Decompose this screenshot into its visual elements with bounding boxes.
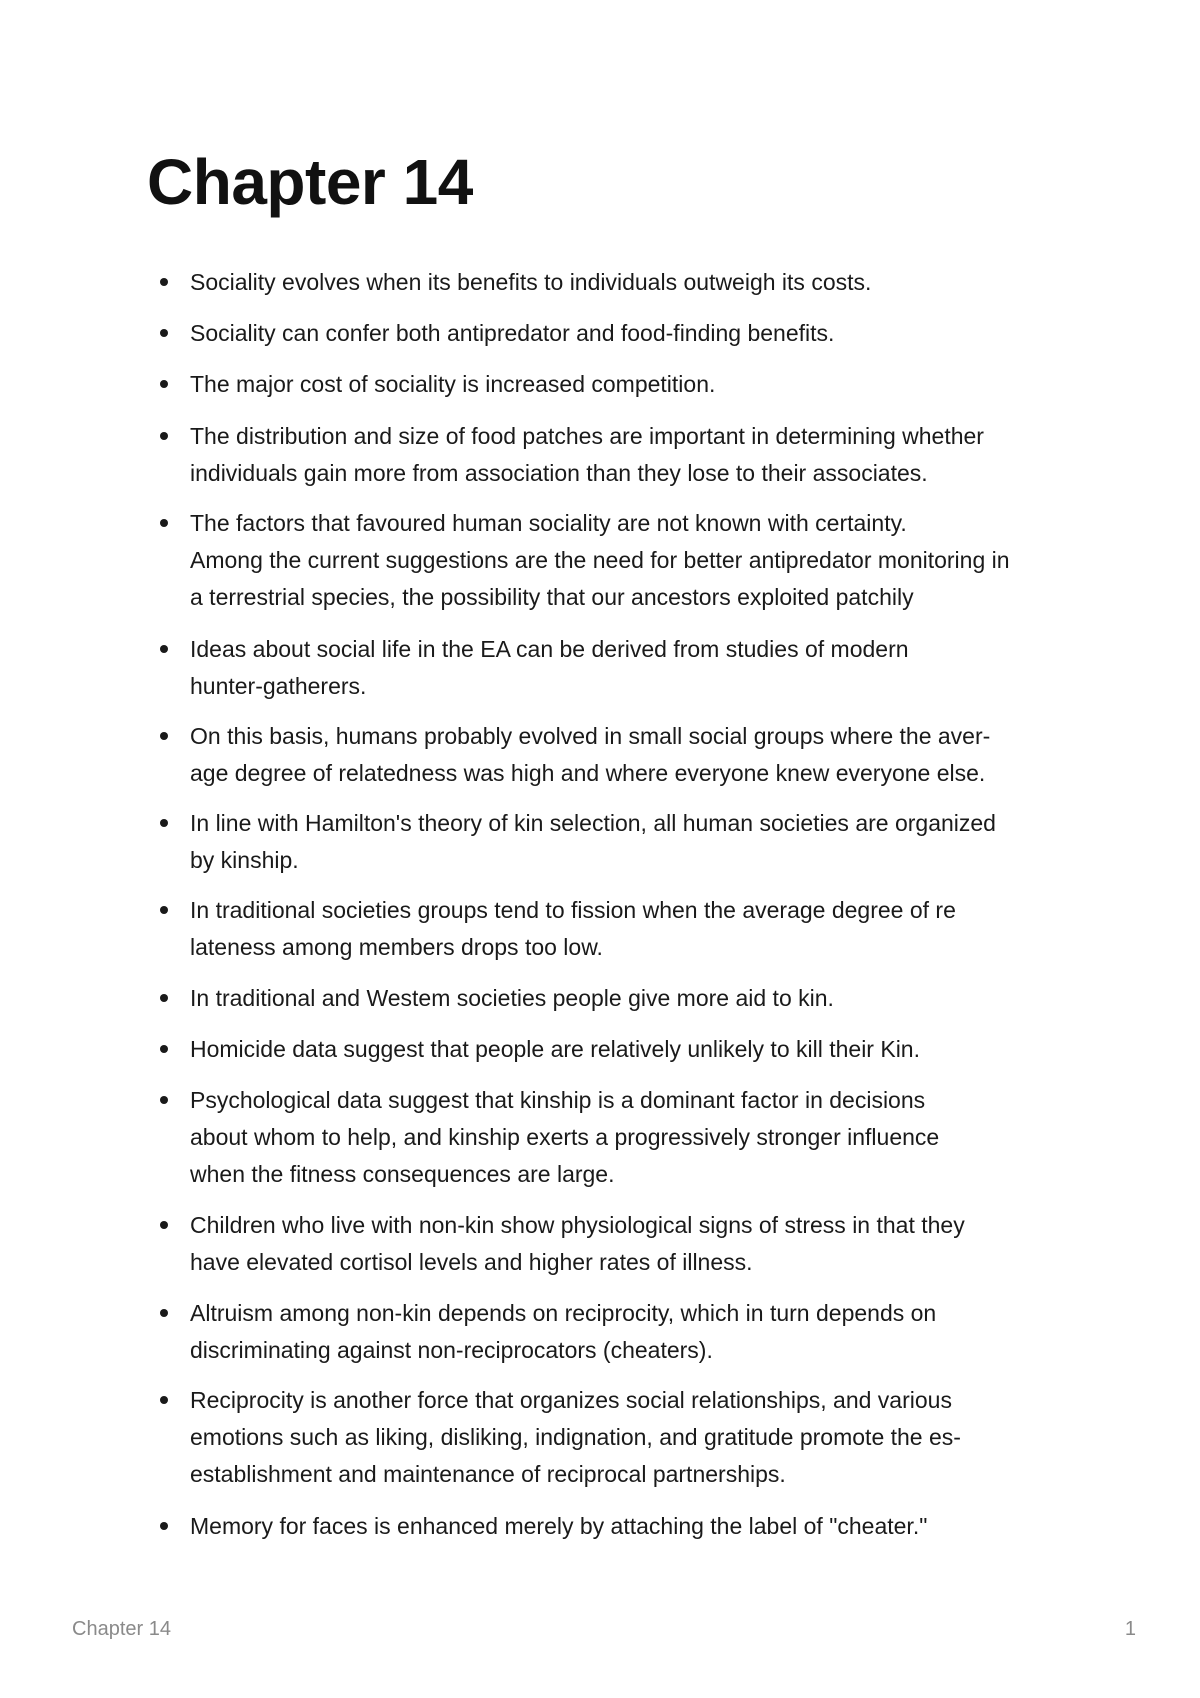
bullet-dot-icon <box>160 906 168 914</box>
bullet-item <box>190 1508 1070 1545</box>
bullet-item <box>190 631 1070 705</box>
bullet-item <box>190 1382 1070 1493</box>
bullet-dot-icon <box>160 278 168 286</box>
bullet-item <box>190 805 1070 879</box>
bullet-dot-icon <box>160 1396 168 1404</box>
bullet-item <box>190 1082 1070 1193</box>
bullet-item <box>190 264 1070 301</box>
bullet-dot-icon <box>160 732 168 740</box>
bullet-text: Children who live with non-kin show physiological signs of stress in that they have elevated cortisol levels and higher rates of illness. <box>190 1212 965 1275</box>
bullet-text: The distribution and size of food patches are important in determining whether individuals gain more from association than they lose to their associates. <box>190 423 984 486</box>
bullet-dot-icon <box>160 432 168 440</box>
bullet-text: In line with Hamilton's theory of kin selection, all human societies are organized by kinship. <box>190 810 996 873</box>
bullet-dot-icon <box>160 519 168 527</box>
footer-page-number: 1 <box>1124 1618 1136 1640</box>
bullet-text: The major cost of sociality is increased competition. <box>190 371 716 397</box>
bullet-text: Sociality evolves when its benefits to individuals outweigh its costs. <box>190 269 872 295</box>
bullet-dot-icon <box>160 645 168 653</box>
bullet-item <box>190 1031 1070 1068</box>
bullet-item <box>190 505 1070 616</box>
bullet-text: Psychological data suggest that kinship is a dominant factor in decisions about whom to help, and kinship exerts a progressively stronger influence when the fitness consequences are large. <box>190 1087 940 1187</box>
bullet-dot-icon <box>160 329 168 337</box>
bullet-dot-icon <box>160 1096 168 1104</box>
bullet-text: Ideas about social life in the EA can be derived from studies of modern hunter-gatherers. <box>190 636 909 699</box>
bullet-item <box>190 892 1070 966</box>
bullet-dot-icon <box>160 819 168 827</box>
bullet-text: Memory for faces is enhanced merely by attaching the label of "cheater." <box>190 1513 928 1539</box>
bullet-dot-icon <box>160 1221 168 1229</box>
bullet-item <box>190 1295 1070 1369</box>
bullet-text: Sociality can confer both antipredator and food-finding benefits. <box>190 320 835 346</box>
bullet-dot-icon <box>160 380 168 388</box>
bullet-dot-icon <box>160 1309 168 1317</box>
bullet-text: On this basis, humans probably evolved in small social groups where the aver- age degree of relatedness was high and where everyone knew everyone else. <box>190 723 991 786</box>
bullet-text: Altruism among non-kin depends on reciprocity, which in turn depends on discriminating against non-reciprocators (cheaters). <box>190 1300 937 1363</box>
bullet-text: Reciprocity is another force that organizes social relationships, and various emotions such as liking, disliking, indignation, and gratitude promote the es- establishment and maintenance of reciprocal partnerships. <box>190 1387 961 1487</box>
bullet-text: The factors that favoured human sociality are not known with certainty. Among the current suggestions are the need for better antipredator monitoring in a terrestrial species, the possibility that our ancestors exploited patchily <box>190 510 1010 610</box>
bullet-item <box>190 366 1070 403</box>
bullet-item <box>190 980 1070 1017</box>
footer-chapter-title: Chapter 14 <box>72 1618 171 1640</box>
bullet-text: In traditional and Westem societies people give more aid to kin. <box>190 985 834 1011</box>
page-title: Chapter 14 <box>147 146 473 218</box>
bullet-item <box>190 315 1070 352</box>
bullet-text: Homicide data suggest that people are relatively unlikely to kill their Kin. <box>190 1036 920 1062</box>
bullet-text: In traditional societies groups tend to fission when the average degree of re lateness among members drops too low. <box>190 897 956 960</box>
bullet-item <box>190 718 1070 792</box>
bullet-dot-icon <box>160 994 168 1002</box>
bullet-item <box>190 418 1070 492</box>
bullet-dot-icon <box>160 1045 168 1053</box>
bullet-dot-icon <box>160 1522 168 1530</box>
bullet-item <box>190 1207 1070 1281</box>
